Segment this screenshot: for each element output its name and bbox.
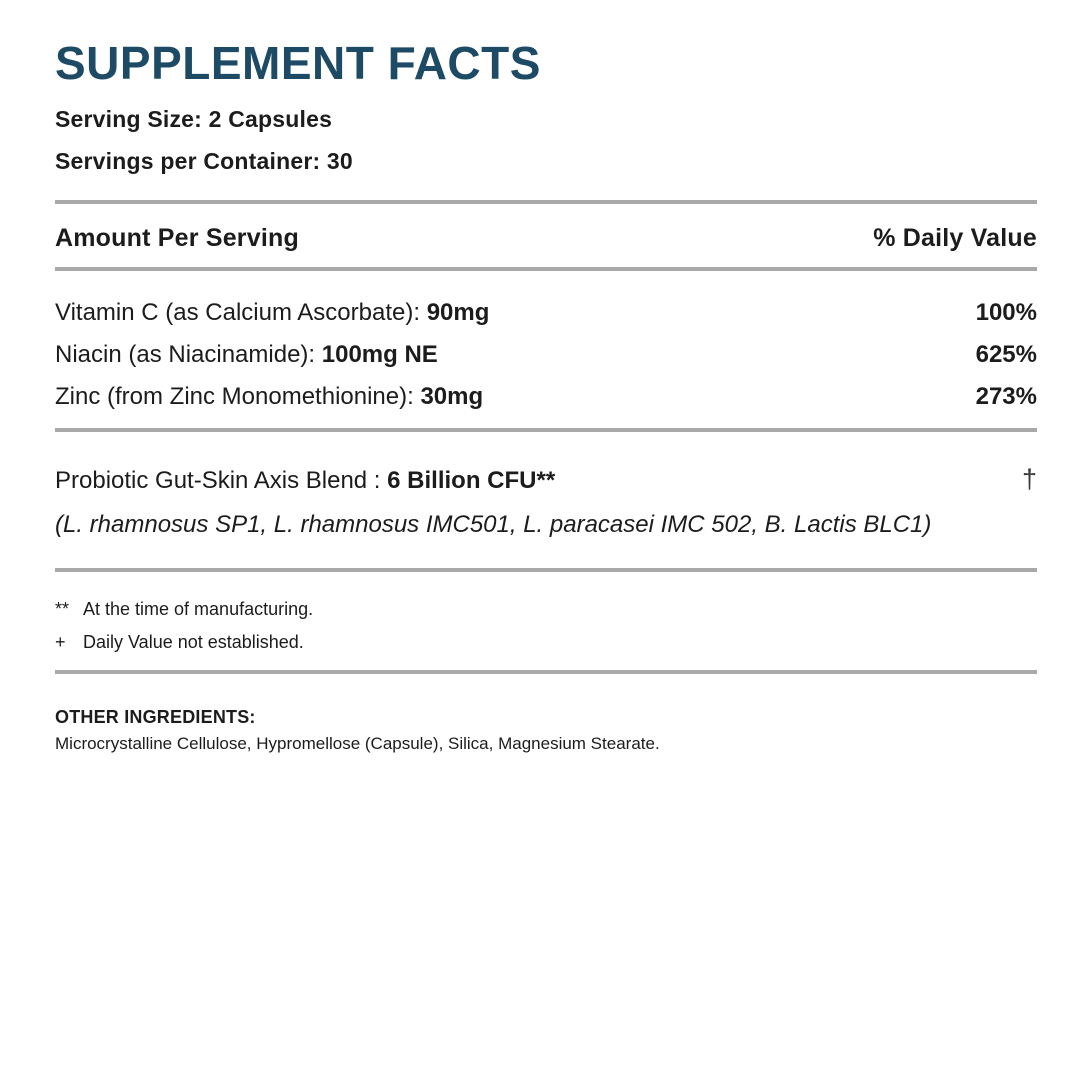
- nutrient-name: Zinc (from Zinc Monomethionine):: [55, 383, 421, 410]
- dagger-icon: †: [1021, 464, 1037, 494]
- footnote-text: Daily Value not established.: [83, 632, 304, 652]
- nutrient-table: [55, 271, 1037, 428]
- panel-title: SUPPLEMENT FACTS: [55, 37, 541, 89]
- footnotes: [55, 572, 1037, 670]
- probiotic-blend-section: [55, 432, 1037, 568]
- table-row: [55, 300, 1037, 326]
- amount-per-serving-header: Amount Per Serving: [55, 224, 299, 252]
- nutrient-amount: 100mg NE: [321, 341, 438, 368]
- table-row: [55, 465, 1037, 495]
- blend-strains: (L. rhamnosus SP1, L. rhamnosus IMC501, L. paracasei IMC 502, B. Lactis BLC1): [55, 511, 932, 538]
- table-row: [55, 342, 1037, 368]
- table-row: [55, 384, 1037, 410]
- other-ingredients-heading: OTHER INGREDIENTS:: [55, 707, 256, 727]
- serving-size-line: Serving Size: 2 Capsules: [55, 106, 333, 132]
- footnote-daily-value: [55, 631, 1037, 653]
- blend-name-and-amount: [55, 467, 555, 495]
- table-header-row: [55, 204, 1037, 267]
- daily-value: 625%: [975, 341, 1037, 368]
- other-ingredients-list: Microcrystalline Cellulose, Hypromellose (Capsule), Silica, Magnesium Stearate.: [55, 734, 660, 753]
- nutrient-name: Vitamin C (as Calcium Ascorbate):: [55, 299, 427, 326]
- nutrient-name-and-amount: [55, 384, 483, 410]
- blend-amount: 6 Billion CFU**: [387, 467, 556, 494]
- nutrient-name: Niacin (as Niacinamide):: [55, 341, 322, 368]
- daily-value-header: % Daily Value: [873, 224, 1037, 252]
- nutrient-name-and-amount: [55, 342, 438, 368]
- footnote-marker: +: [55, 632, 66, 652]
- footnote-manufacturing: [55, 598, 1037, 620]
- footnote-marker: **: [55, 599, 70, 619]
- blend-name: Probiotic Gut-Skin Axis Blend :: [55, 467, 388, 494]
- servings-per-container-line: Servings per Container: 30: [55, 148, 353, 174]
- nutrient-amount: 30mg: [420, 383, 484, 410]
- nutrient-amount: 90mg: [426, 299, 490, 326]
- daily-value: 273%: [975, 383, 1037, 410]
- daily-value: 100%: [975, 299, 1037, 326]
- other-ingredients-section: [55, 674, 1037, 754]
- nutrient-name-and-amount: [55, 300, 489, 326]
- footnote-text: At the time of manufacturing.: [83, 599, 314, 619]
